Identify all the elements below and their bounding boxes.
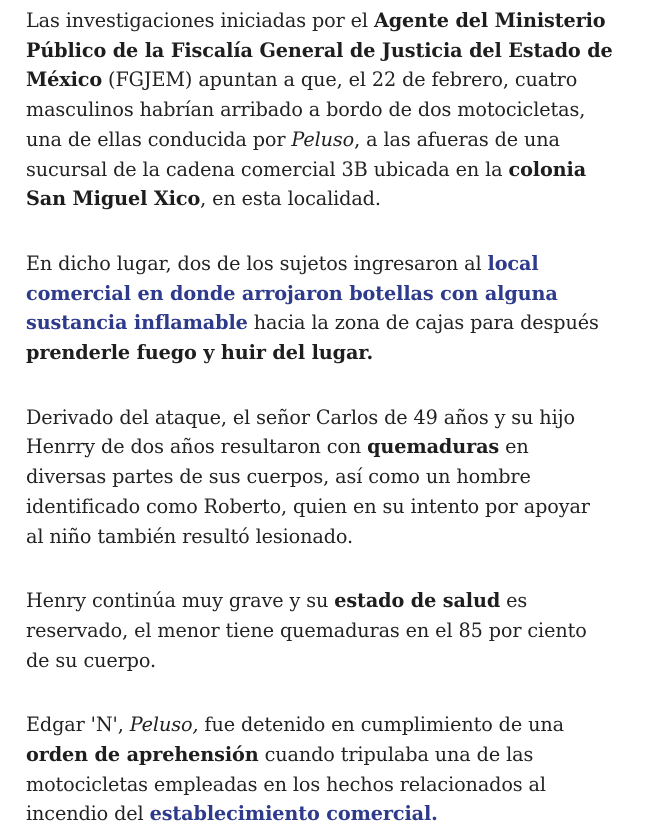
bold-text-health-status: estado de salud xyxy=(334,589,501,613)
paragraph-text: es reservado, el menor tiene quemaduras en el 85 por ciento de su cuerpo. xyxy=(26,589,587,672)
bold-text-agency: Agente del Ministerio Público de la Fiscalía General de Justicia del Estado de México xyxy=(26,9,613,92)
paragraph-text: (FGJEM) apuntan a que, el 22 de febrero, cuatro masculinos habrían arribado a bordo de dos motocicletas, una de ellas conducida por xyxy=(26,68,586,151)
article-paragraph-1 xyxy=(26,6,642,214)
paragraph-text: Henry continúa muy grave y su xyxy=(26,589,335,613)
article-paragraph-5 xyxy=(26,710,642,829)
paragraph-text: En dicho lugar, dos de los sujetos ingresaron al xyxy=(26,251,488,275)
article-paragraph-2 xyxy=(26,249,642,368)
paragraph-text: Las investigaciones iniciadas por el xyxy=(26,9,374,32)
article-paragraph-4 xyxy=(26,586,642,675)
paragraph-text: en diversas partes de sus cuerpos, así como un hombre identificado como Roberto, quien en su intento por apoyar al niño también resultó lesionado. xyxy=(26,435,590,548)
paragraph-text: cuando tripulaba una de las motocicletas empleadas en los hechos relacionados al incendio del xyxy=(26,743,546,826)
paragraph-text: Edgar 'N', xyxy=(26,713,130,737)
inline-link-local-comercial[interactable]: local comercial en donde arrojaron botellas con alguna sustancia inflamable xyxy=(26,251,558,335)
paragraph-text: hacia la zona de cajas para después xyxy=(253,311,599,335)
article-body xyxy=(26,6,642,829)
bold-text-arrest-warrant: orden de aprehensión xyxy=(26,743,259,767)
article-paragraph-3 xyxy=(26,403,642,552)
italic-text-alias: Peluso, xyxy=(129,713,199,737)
italic-text-alias: Peluso xyxy=(291,127,355,151)
bold-text-location: colonia San Miguel Xico xyxy=(26,157,587,211)
paragraph-text: , en esta localidad. xyxy=(200,187,381,211)
paragraph-text: fue detenido en cumplimiento de una xyxy=(204,713,564,737)
bold-text-fire: prenderle fuego y huir del lugar. xyxy=(26,341,374,365)
bold-text-burns: quemaduras xyxy=(367,435,500,459)
paragraph-text: Derivado del ataque, el señor Carlos de 49 años y su hijo Henrry de dos años resultaron con xyxy=(26,405,575,459)
inline-link-establecimiento[interactable]: establecimiento comercial. xyxy=(149,802,438,826)
paragraph-text: , a las afueras de una sucursal de la cadena comercial 3B ubicada en la xyxy=(26,127,560,181)
